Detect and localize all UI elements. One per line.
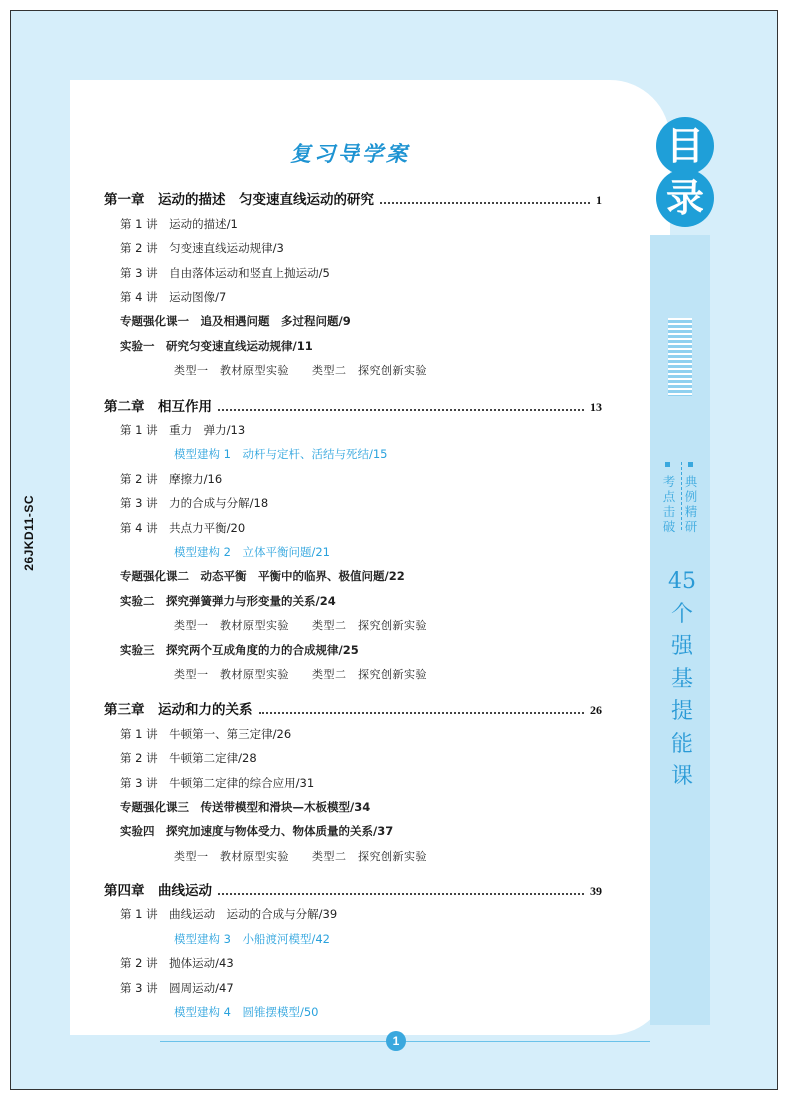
toc-entry-model[interactable]: 模型建构 1 动杆与定杆、活结与死结/15 xyxy=(174,447,388,461)
slogan-vertical: 45 个 强 基 提 能 课 xyxy=(668,569,696,789)
chapter-page: 26 xyxy=(590,703,602,717)
spine-code: 26JKD11-SC xyxy=(22,495,36,571)
toc-entry[interactable]: 第 1 讲 重力 弹力/13 xyxy=(120,423,246,437)
chapter-title: 第三章 运动和力的关系 xyxy=(104,702,253,718)
toc-entry-special[interactable]: 专题强化课一 追及相遇问题 多过程问题/9 xyxy=(120,314,351,328)
toc-entry[interactable]: 第 4 讲 共点力平衡/20 xyxy=(120,521,246,535)
stripe-decoration xyxy=(668,318,692,396)
toc-entry[interactable]: 第 2 讲 牛顿第二定律/28 xyxy=(120,751,257,765)
toc-entry[interactable]: 第 3 讲 自由落体运动和竖直上抛运动/5 xyxy=(120,266,330,280)
toc-entry[interactable]: 第 1 讲 牛顿第一、第三定律/26 xyxy=(120,727,292,741)
mulu-char-1: 目 xyxy=(656,117,714,175)
experiment-types: 类型一 教材原型实验 类型二 探究创新实验 xyxy=(174,850,427,863)
toc-entry[interactable]: 第 3 讲 圆周运动/47 xyxy=(120,981,234,995)
chapter-heading[interactable] xyxy=(104,879,602,899)
toc-entry-model[interactable]: 模型建构 3 小船渡河模型/42 xyxy=(174,932,330,946)
experiment-types: 类型一 教材原型实验 类型二 探究创新实验 xyxy=(174,364,427,377)
toc-entry[interactable]: 第 3 讲 力的合成与分解/18 xyxy=(120,496,269,510)
toc-entry-model[interactable]: 模型建构 4 圆锥摆模型/50 xyxy=(174,1005,319,1019)
kaodian-text: 考 点 击 破 xyxy=(662,474,676,534)
page-number: 1 xyxy=(386,1031,406,1051)
toc-entry[interactable]: 第 1 讲 运动的描述/1 xyxy=(120,217,238,231)
toc-entry-experiment[interactable]: 实验一 研究匀变速直线运动规律/11 xyxy=(120,339,313,353)
chapter-page: 39 xyxy=(590,884,602,898)
dianli-text: 典 例 精 研 xyxy=(684,474,698,534)
chapter-title: 第二章 相互作用 xyxy=(104,399,212,415)
toc-entry[interactable]: 第 2 讲 匀变速直线运动规律/3 xyxy=(120,241,284,255)
leader-dots xyxy=(380,202,590,204)
toc-entry[interactable]: 第 1 讲 曲线运动 运动的合成与分解/39 xyxy=(120,907,338,921)
toc-entry[interactable]: 第 4 讲 运动图像/7 xyxy=(120,290,227,304)
leader-dots xyxy=(218,409,584,411)
toc-entry[interactable]: 第 2 讲 抛体运动/43 xyxy=(120,956,234,970)
toc-entry-special[interactable]: 专题强化课二 动态平衡 平衡中的临界、极值问题/22 xyxy=(120,569,405,583)
dashed-divider xyxy=(681,462,682,530)
chapter-page: 1 xyxy=(596,193,602,207)
chapter-title: 第一章 运动的描述 匀变速直线运动的研究 xyxy=(104,192,374,208)
leader-dots xyxy=(259,712,585,714)
experiment-types: 类型一 教材原型实验 类型二 探究创新实验 xyxy=(174,668,427,681)
toc-entry[interactable]: 第 2 讲 摩擦力/16 xyxy=(120,472,223,486)
mulu-char-2: 录 xyxy=(656,169,714,227)
bullet-square xyxy=(665,462,670,467)
bullet-square xyxy=(688,462,693,467)
toc-entry-experiment[interactable]: 实验三 探究两个互成角度的力的合成规律/25 xyxy=(120,643,359,657)
chapter-page: 13 xyxy=(590,400,602,414)
chapter-title: 第四章 曲线运动 xyxy=(104,883,212,899)
chapter-heading[interactable] xyxy=(104,395,602,415)
toc-entry-experiment[interactable]: 实验四 探究加速度与物体受力、物体质量的关系/37 xyxy=(120,824,394,838)
toc-entry-model[interactable]: 模型建构 2 立体平衡问题/21 xyxy=(174,545,330,559)
toc-entry[interactable]: 第 3 讲 牛顿第二定律的综合应用/31 xyxy=(120,776,315,790)
toc-entry-special[interactable]: 专题强化课三 传送带模型和滑块—木板模型/34 xyxy=(120,800,371,814)
toc-entry-experiment[interactable]: 实验二 探究弹簧弹力与形变量的关系/24 xyxy=(120,594,336,608)
experiment-types: 类型一 教材原型实验 类型二 探究创新实验 xyxy=(174,619,427,632)
leader-dots xyxy=(218,893,584,895)
page-title: 复习导学案 xyxy=(290,142,410,166)
chapter-heading[interactable] xyxy=(104,698,602,718)
chapter-heading[interactable] xyxy=(104,188,602,208)
